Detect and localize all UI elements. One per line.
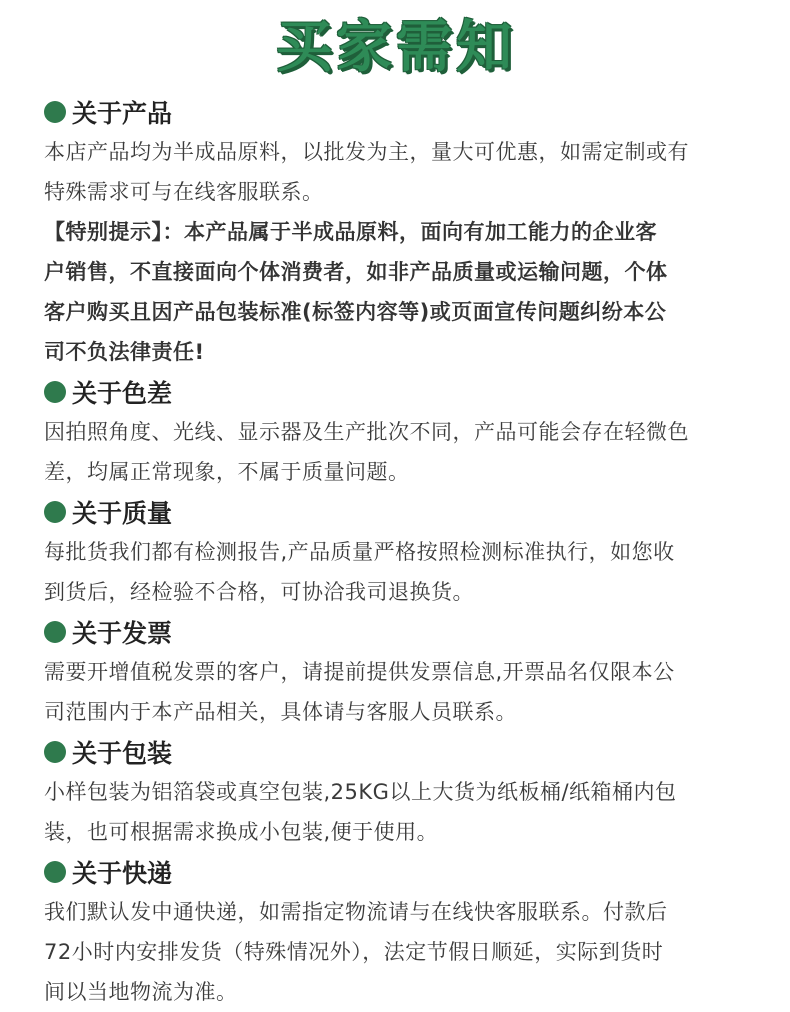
section-paragraph xyxy=(44,412,748,492)
section-paragraph xyxy=(44,532,748,612)
section-paragraph xyxy=(44,132,748,212)
section-express xyxy=(44,852,748,1012)
section-heading xyxy=(44,732,748,772)
special-notice-paragraph xyxy=(44,212,748,372)
text-line: 到货后，经检验不合格，可协洽我司退换货。 xyxy=(44,580,474,604)
section-paragraph xyxy=(44,892,748,1012)
section-heading-text: 关于快递 xyxy=(72,859,173,888)
text-line: 客户购买且因产品包装标准(标签内容等)或页面宣传问题纠纷本公 xyxy=(44,300,667,324)
bullet-dot-icon xyxy=(44,741,66,763)
text-line: 【特别提示】：本产品属于半成品原料，面向有加工能力的企业客 xyxy=(44,220,657,244)
section-heading-text: 关于质量 xyxy=(72,499,173,528)
section-heading xyxy=(44,492,748,532)
bullet-dot-icon xyxy=(44,101,66,123)
bullet-dot-icon xyxy=(44,621,66,643)
section-color-difference xyxy=(44,372,748,492)
text-line: 司范围内于本产品相关，具体请与客服人员联系。 xyxy=(44,700,517,724)
text-line: 特殊需求可与在线客服联系。 xyxy=(44,180,324,204)
section-paragraph xyxy=(44,652,748,732)
text-line: 我们默认发中通快递，如需指定物流请与在线快客服联系。付款后 xyxy=(44,900,668,924)
text-line: 小样包装为铝箔袋或真空包装,25KG以上大货为纸板桶/纸箱桶内包 xyxy=(44,780,677,804)
text-line: 需要开增值税发票的客户，请提前提供发票信息,开票品名仅限本公 xyxy=(44,660,675,684)
text-line: 72小时内安排发货（特殊情况外），法定节假日顺延，实际到货时 xyxy=(44,940,664,964)
section-heading xyxy=(44,852,748,892)
section-quality xyxy=(44,492,748,612)
section-heading-text: 关于包装 xyxy=(72,739,173,768)
section-heading xyxy=(44,612,748,652)
text-line: 户销售，不直接面向个体消费者，如非产品质量或运输问题，个体 xyxy=(44,260,668,284)
section-paragraph xyxy=(44,772,748,852)
text-line: 本店产品均为半成品原料，以批发为主，量大可优惠，如需定制或有 xyxy=(44,140,689,164)
text-line: 因拍照角度、光线、显示器及生产批次不同，产品可能会存在轻微色 xyxy=(44,420,689,444)
section-heading xyxy=(44,92,748,132)
bullet-dot-icon xyxy=(44,381,66,403)
text-line: 间以当地物流为准。 xyxy=(44,980,238,1004)
text-line: 司不负法律责任! xyxy=(44,340,205,364)
text-line: 差，均属正常现象，不属于质量问题。 xyxy=(44,460,410,484)
section-heading-text: 关于产品 xyxy=(72,99,173,128)
bullet-dot-icon xyxy=(44,501,66,523)
section-packaging xyxy=(44,732,748,852)
bullet-dot-icon xyxy=(44,861,66,883)
section-product xyxy=(44,92,748,372)
section-heading xyxy=(44,372,748,412)
text-line: 每批货我们都有检测报告,产品质量严格按照检测标准执行，如您收 xyxy=(44,540,675,564)
text-line: 装，也可根据需求换成小包装,便于使用。 xyxy=(44,820,439,844)
section-heading-text: 关于发票 xyxy=(72,619,173,648)
section-invoice xyxy=(44,612,748,732)
page-title: 买家需知 xyxy=(276,15,516,80)
section-heading-text: 关于色差 xyxy=(72,379,173,408)
